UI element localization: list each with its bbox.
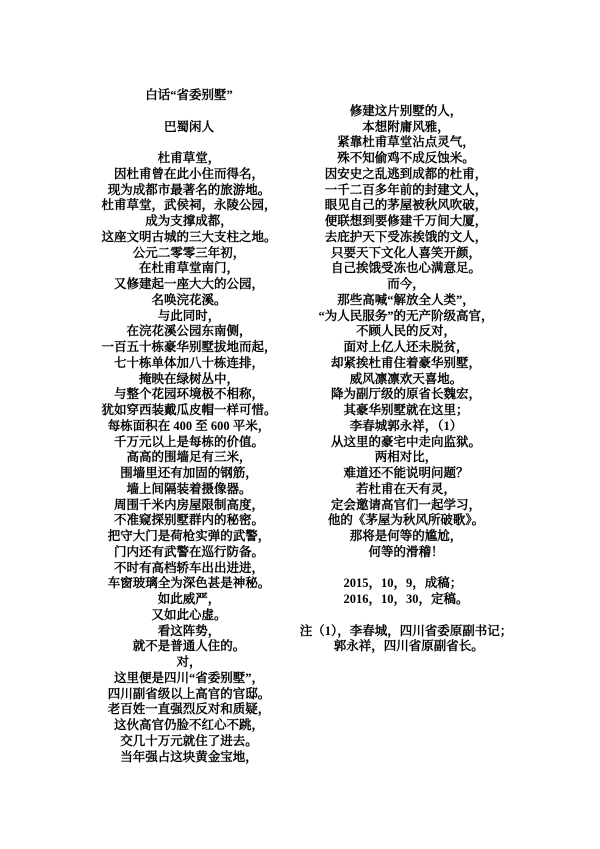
poem-left-lines <box>69 151 309 765</box>
poem-line: 交几十万元就住了进去。 <box>120 733 258 748</box>
poem-line: 只要天下文化人喜笑开颜， <box>330 245 481 260</box>
poem-line: 在浣花溪公园东南侧， <box>126 324 252 339</box>
poem-line: 与整个花园环境极不相称， <box>113 387 264 402</box>
poem-line: 两相对比， <box>374 450 438 465</box>
poem-right-lines <box>286 104 526 561</box>
poem-line: 名唤浣花溪。 <box>151 292 227 307</box>
poem-line: 门内还有武警在巡行防备。 <box>113 544 264 559</box>
poem-line: 其豪华别墅就在这里； <box>343 403 469 417</box>
poem-author: 巴蜀闲人 <box>163 119 214 134</box>
poem-line: 在杜甫草堂南门， <box>138 261 239 276</box>
poem-line: 本想附庸风雅， <box>362 119 450 134</box>
footnote-line: 郭永祥，四川省原副省长。 <box>333 639 484 654</box>
poem-line: 降为副厅级的原省长魏宏， <box>330 387 481 402</box>
poem-line: 他的《茅屋为秋风所破歌》。 <box>327 513 485 528</box>
poem-line: 当年强占这块黄金宝地， <box>120 749 258 764</box>
poem-line: 把守大门是荷枪实弹的武警， <box>107 529 271 543</box>
poem-line: 那将是何等的尴尬， <box>349 529 463 543</box>
footnote-line: 注（1），李春城，四川省委原副书记； <box>299 623 513 638</box>
poem-line: 难道还不能说明问题？ <box>343 466 469 480</box>
poem-line: 因杜甫曾在此小住而得名， <box>113 166 264 181</box>
poem-column-right <box>286 88 526 655</box>
poem-line: 高高的围墙足有三米， <box>126 450 252 465</box>
poem-line: 不顾人民的反对， <box>355 324 456 339</box>
poem-line: 何等的滑稽！ <box>368 544 444 559</box>
poem-line: 墙上间隔装着摄像器。 <box>126 481 252 496</box>
date-line: 2015，10，9，成稿； <box>343 576 463 591</box>
poem-line: 就不是普通人住的。 <box>132 639 246 654</box>
draft-dates-lines <box>343 576 468 608</box>
poem-line: 看这阵势， <box>157 623 221 638</box>
poem-line: 不准窥探别墅群内的秘密。 <box>113 513 264 528</box>
poem-line: 千万元以上是每栋的价值。 <box>113 434 264 449</box>
poem-line: 又如此心虚。 <box>151 607 227 622</box>
poem-line: 周围千米内房屋限制高度， <box>113 497 264 512</box>
poem-line: 殊不知偷鸡不成反蚀米。 <box>337 151 475 165</box>
draft-dates <box>286 576 526 608</box>
poem-line: 李春城郭永祥，（1） <box>349 418 463 433</box>
poem-line: 又修建起一座大大的公园， <box>113 277 264 291</box>
poem-line: 若杜甫在天有灵， <box>355 481 456 496</box>
poem-line: 这伙高官仍脸不红心不跳， <box>113 718 264 732</box>
poem-line: 围墙里还有加固的钢筋， <box>120 466 258 480</box>
poem-line: 那些高喊“解放全人类”， <box>337 292 475 307</box>
poem-column-left <box>69 88 309 765</box>
poem-line: 紧靠杜甫草堂沾点灵气， <box>337 135 475 150</box>
poem-title: 白话“省委别墅” <box>145 88 233 102</box>
poem-line: 却紧挨杜甫住着豪华别墅， <box>330 355 481 370</box>
poem-line: 现为成都市最著名的旅游地。 <box>107 182 271 197</box>
poem-line: 定会邀请高官们一起学习， <box>330 497 481 512</box>
footnote <box>286 624 526 656</box>
poem-line: 七十栋单体加八十栋连排， <box>113 355 264 370</box>
poem-line: 便联想到要修建千万间大厦， <box>324 214 488 228</box>
poem-line: 威风凛凛欢天喜地。 <box>349 371 463 386</box>
poem-line: 自己挨饿受冻也心满意足。 <box>330 261 481 276</box>
poem-line: 公元二零零三年初， <box>132 245 246 260</box>
poem-line: 不时有高档轿车出出进进， <box>113 560 264 575</box>
poem-line: 犹如穿西装戴瓜皮帽一样可惜。 <box>101 403 277 417</box>
poem-line: 修建这片别墅的人， <box>349 103 463 118</box>
poem-line: 从这里的豪宅中走向监狱。 <box>330 434 481 449</box>
poem-line: 而今， <box>387 277 425 291</box>
poem-line: 成为支撑成都， <box>145 214 233 228</box>
poem-line: 这座文明古城的三大支柱之地。 <box>101 229 277 244</box>
poem-line: 四川副省级以上高官的官邸。 <box>107 686 271 701</box>
poem-line: 老百姓一直强烈反对和质疑， <box>107 702 271 717</box>
poem-line: 眼见自己的茅屋被秋风吹破， <box>324 198 488 213</box>
poem-line: 这里便是四川“省委别墅”， <box>113 670 264 685</box>
poem-line: 车窗玻璃全为深色甚是神秘。 <box>107 576 271 591</box>
poem-line: 杜甫草堂，武侯祠，永陵公园， <box>101 198 277 213</box>
footnote-lines <box>300 624 513 656</box>
poem-line: 杜甫草堂， <box>157 151 221 165</box>
poem-line: 每栋面积在 400 至 600 平米， <box>107 418 271 433</box>
poem-line: 与此同时， <box>157 308 221 323</box>
date-line: 2016，10，30，定稿。 <box>343 592 469 606</box>
poem-line: 对， <box>176 655 202 669</box>
poem-line: 掩映在绿树丛中， <box>138 371 239 386</box>
poem-line: 因安史之乱逃到成都的杜甫， <box>324 166 488 181</box>
poem-line: 去庇护天下受冻挨饿的文人， <box>324 229 488 244</box>
poem-line: 一百五十栋豪华别墅拔地而起， <box>101 340 277 354</box>
poem-line: “为人民服务”的无产阶级高官， <box>318 308 494 323</box>
poem-line: 一千二百多年前的封建文人， <box>324 182 488 197</box>
poem-line: 如此威严， <box>157 592 221 606</box>
poem-line: 面对上亿人还未脱贫， <box>343 340 469 354</box>
